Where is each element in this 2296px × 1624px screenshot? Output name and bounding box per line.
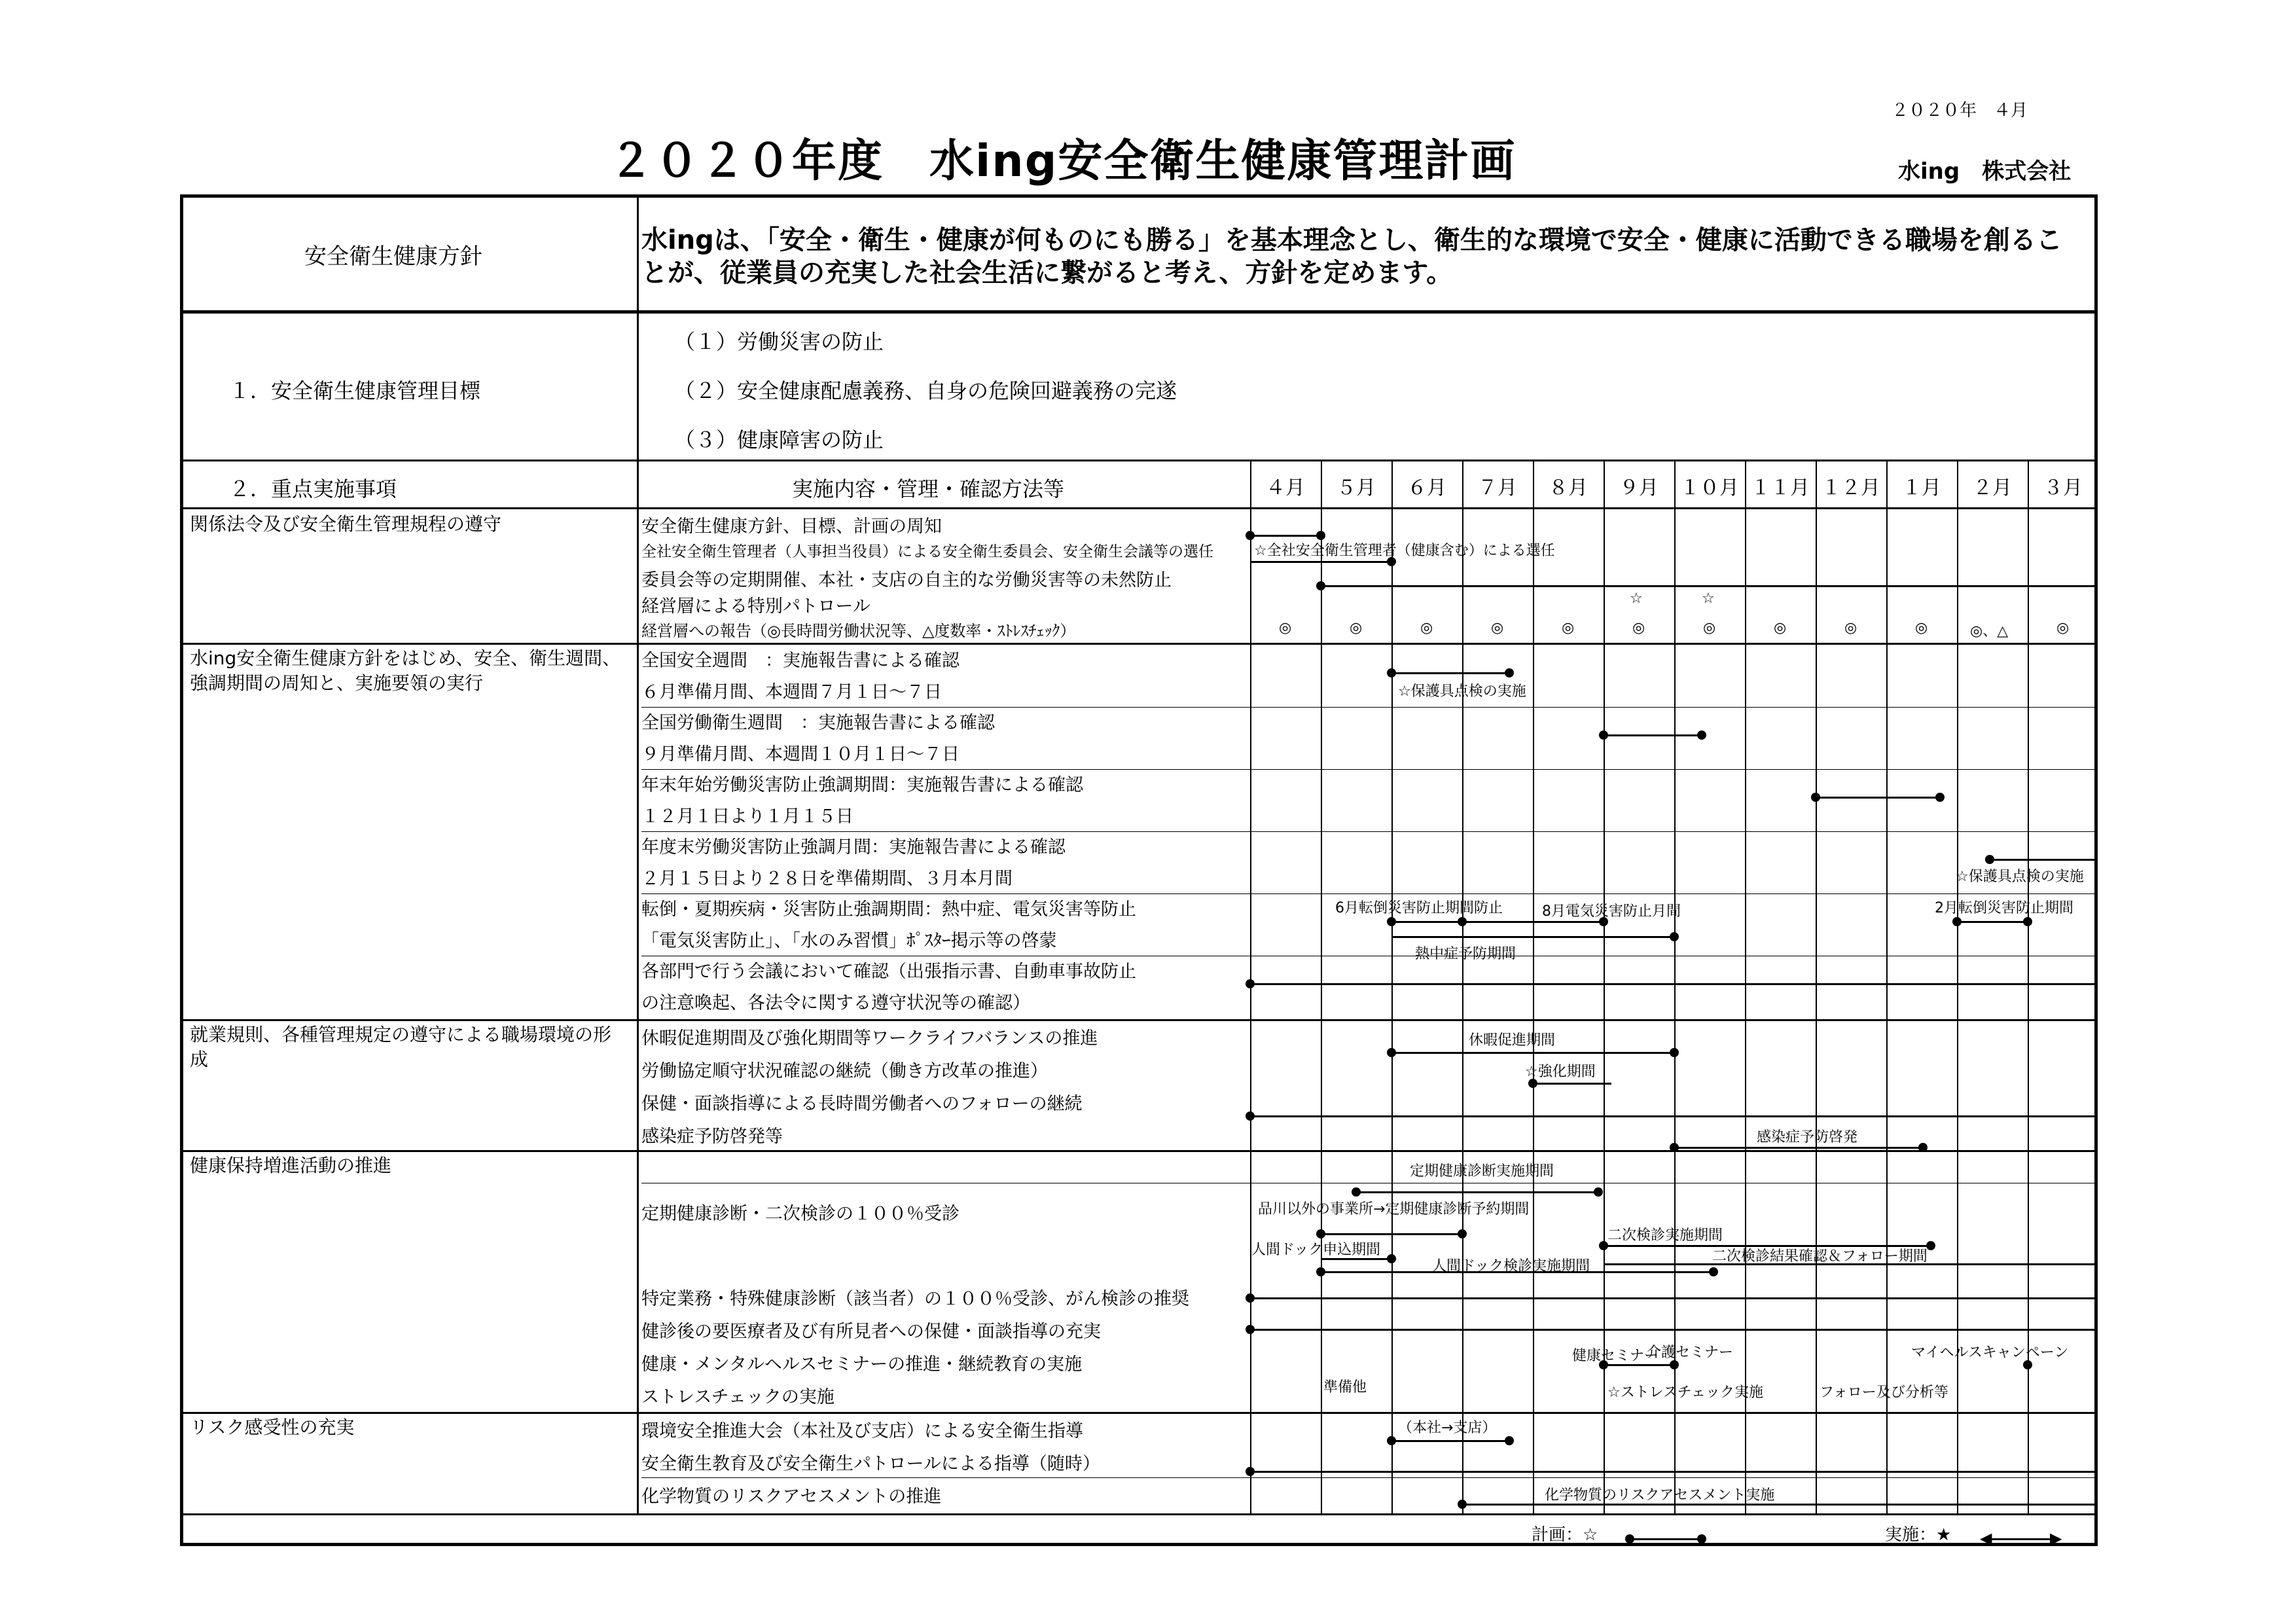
item-text: 安全衛生健康方針、目標、計画の周知: [641, 516, 942, 537]
schedule-dot: [1505, 668, 1514, 677]
schedule-annotation: ☆強化期間: [1525, 1064, 1596, 1080]
schedule-dot: [1387, 1048, 1396, 1057]
report-mark: ◎: [1915, 620, 1928, 636]
report-mark: ◎: [2056, 620, 2070, 636]
schedule-dot: [1670, 1360, 1679, 1369]
schedule-dot: [1246, 1325, 1255, 1334]
report-mark: ◎: [1632, 620, 1645, 636]
item-text: 各部門で行う会議において確認（出張指示書、自動車事故防止: [641, 962, 1136, 982]
item-text: 労働協定順守状況確認の継続（働き方改革の推進）: [641, 1061, 1048, 1081]
schedule-dot: [1670, 1048, 1679, 1057]
legend-done-arrow: [1983, 1538, 2055, 1540]
schedule-dot: [1918, 1143, 1928, 1152]
item-text: １２月１日より１月１５日: [641, 806, 853, 827]
schedule-dot: [1670, 932, 1679, 941]
schedule-bar: [1391, 1440, 1509, 1442]
month-header: １２月: [1821, 477, 1880, 499]
category-label: 水ing安全衛生健康方針をはじめ、安全、衛生週間、強調期間の周知と、実施要領の実行: [190, 647, 621, 694]
item-text: 定期健康診断・二次検診の１００％受診: [641, 1204, 960, 1224]
schedule-dot: [1387, 917, 1396, 926]
schedule-annotation: ☆全社安全衛生管理者（健康含む）による選任: [1254, 543, 1555, 559]
schedule-dot: [1594, 1187, 1603, 1197]
column-header-priority: ２．重点実施事項: [229, 477, 397, 501]
item-text: 健診後の要医療者及び有所見者への保健・面談指導の充実: [641, 1322, 1101, 1342]
item-text: 全社安全衛生管理者（人事担当役員）による安全衛生委員会、安全衛生会議等の選任: [641, 543, 1213, 560]
page-title: ２０２０年度 水ing安全衛生健康管理計画: [609, 135, 1516, 187]
item-text: の注意喚起、各法令に関する遵守状況等の確認）: [641, 993, 1030, 1013]
item-text: 委員会等の定期開催、本社・支店の自主的な労働災害等の未然防止: [641, 570, 1172, 590]
schedule-bar: [1250, 983, 2094, 985]
schedule-bar: [1250, 1471, 2094, 1473]
plan-table: [180, 194, 2098, 1546]
item-text: 保健・面談指導による長時間労働者へのフォローの継続: [641, 1094, 1083, 1114]
item-text: 経営層への報告（◎長時間労働状況等、△度数率・ｽﾄﾚｽﾁｪｯｸ）: [641, 622, 1076, 640]
legend-plan-dot: [1625, 1534, 1634, 1543]
schedule-bar: [1250, 561, 1391, 563]
schedule-dot: [1316, 1267, 1325, 1276]
category-label: 就業規則、各種管理規定の遵守による職場環境の形成: [190, 1024, 612, 1070]
month-header: １０月: [1680, 477, 1739, 499]
schedule-dot: [1316, 581, 1325, 590]
schedule-bar: [1321, 1233, 1462, 1235]
arrow-right-icon: ▶: [2050, 1529, 2062, 1547]
schedule-bar: [1674, 1147, 1923, 1149]
report-mark: ◎: [1350, 620, 1363, 636]
item-text: 健康・メンタルヘルスセミナーの推進・継続教育の実施: [641, 1354, 1083, 1375]
company-name: 水ing 株式会社: [1898, 158, 2072, 185]
month-header: １１月: [1751, 477, 1810, 499]
plan-star: ☆: [1702, 590, 1715, 607]
category-label: 関係法令及び安全衛生管理規程の遵守: [190, 513, 502, 535]
schedule-bar: [1990, 859, 2094, 861]
schedule-dot: [1811, 793, 1820, 802]
item-text: 年末年始労働災害防止強調期間：実施報告書による確認: [641, 775, 1083, 795]
item-text: 化学物質のリスクアセスメントの推進: [641, 1487, 942, 1507]
schedule-bar: [1250, 1115, 2094, 1117]
schedule-dot: [1599, 1241, 1608, 1250]
report-mark: ◎: [1491, 620, 1504, 636]
schedule-annotation: ☆ストレスチェック実施: [1607, 1384, 1763, 1401]
schedule-annotation: ☆保護具点検の実施: [1956, 869, 2084, 885]
schedule-annotation: 8月電気災害防止月間: [1542, 903, 1681, 920]
item-text: 特定業務・特殊健康診断（該当者）の１００％受診、がん検診の推奨: [641, 1289, 1189, 1309]
schedule-dot: [1952, 917, 1962, 926]
month-header: ２月: [1973, 477, 2012, 499]
item-text: 転倒・夏期疾病・災害防止強調期間：熱中症、電気災害等防止: [641, 899, 1136, 920]
schedule-bar: [1391, 936, 1674, 938]
column-header-content: 実施内容・管理・確認方法等: [792, 477, 1065, 501]
schedule-annotation: 人間ドック申込期間: [1251, 1242, 1381, 1258]
schedule-bar: [1816, 797, 1940, 799]
month-header: ９月: [1619, 477, 1659, 499]
schedule-annotation: 健康セミナー: [1572, 1348, 1659, 1364]
schedule-annotation: マイヘルスキャンペーン: [1911, 1344, 2069, 1361]
schedule-dot: [1387, 1254, 1396, 1263]
schedule-dot: [1697, 731, 1706, 740]
schedule-annotation: 化学物質のリスクアセスメント実施: [1545, 1487, 1775, 1504]
item-text: ９月準備月間、本週間１０月１日～７日: [641, 744, 960, 765]
schedule-dot: [1352, 1187, 1361, 1197]
schedule-annotation: 休暇促進期間: [1469, 1032, 1556, 1049]
report-mark: ◎: [1844, 620, 1857, 636]
goals-label: １．安全衛生健康管理目標: [229, 378, 481, 403]
schedule-dot: [1246, 1467, 1255, 1476]
schedule-annotation: 熱中症予防期間: [1415, 946, 1516, 962]
report-mark: ◎: [1420, 620, 1433, 636]
schedule-dot: [1246, 979, 1255, 988]
schedule-dot: [1985, 855, 1994, 864]
item-text: 全国労働衛生週間 ：実施報告書による確認: [641, 713, 995, 733]
document-date: ２０２０年 ４月: [1892, 101, 2028, 120]
goal-item: （２）安全健康配慮義務、自身の危険回避義務の完遂: [674, 378, 1177, 403]
legend-done: 実施：★: [1885, 1525, 1952, 1545]
schedule-dot: [1926, 1241, 1935, 1250]
schedule-annotation: 感染症予防啓発: [1757, 1129, 1858, 1146]
schedule-dot: [1246, 531, 1255, 540]
schedule-dot: [1316, 1229, 1325, 1238]
report-mark: ◎、△: [1970, 623, 2009, 640]
legend-plan-bar: [1630, 1538, 1702, 1540]
report-mark: ◎: [1562, 620, 1575, 636]
month-header: ３月: [2043, 477, 2083, 499]
schedule-annotation: フォロー及び分析等: [1820, 1384, 1948, 1401]
schedule-dot: [1505, 1436, 1514, 1445]
legend-plan-dot: [1697, 1534, 1706, 1543]
schedule-dot: [1316, 531, 1325, 540]
schedule-annotation: 品川以外の事業所→定期健康診断予約期間: [1258, 1201, 1530, 1218]
schedule-dot: [1458, 917, 1467, 926]
item-text: 休暇促進期間及び強化期間等ワークライフバランスの推進: [641, 1028, 1098, 1049]
report-mark: ◎: [1774, 620, 1787, 636]
schedule-dot: [2023, 1360, 2032, 1369]
schedule-annotation: 人間ドック検診実施期間: [1432, 1258, 1590, 1274]
schedule-dot: [1246, 1293, 1255, 1303]
category-label: リスク感受性の充実: [190, 1416, 355, 1438]
schedule-annotation: 6月転倒災害防止期間防止: [1335, 900, 1503, 916]
schedule-bar: [1957, 921, 2028, 923]
legend-plan: 計画：☆: [1532, 1525, 1598, 1545]
schedule-bar: [1391, 1052, 1674, 1054]
item-text: ストレスチェックの実施: [641, 1387, 834, 1407]
category-label: 健康保持増進活動の推進: [190, 1155, 392, 1176]
month-header: ５月: [1336, 477, 1376, 499]
schedule-dot: [1670, 1143, 1679, 1152]
item-text: 経営層による特別パトロール: [641, 596, 870, 617]
schedule-dot: [1935, 793, 1945, 802]
item-text: ６月準備月間、本週間７月１日～７日: [641, 682, 942, 702]
month-header: ７月: [1478, 477, 1517, 499]
schedule-annotation: ☆保護具点検の実施: [1398, 683, 1526, 700]
schedule-dot: [1458, 1229, 1467, 1238]
policy-label: 安全衛生健康方針: [304, 244, 482, 270]
report-mark: ◎: [1703, 620, 1716, 636]
schedule-dot: [1387, 1436, 1396, 1445]
schedule-dot: [1458, 1500, 1467, 1509]
schedule-annotation: 2月転倒災害防止期間: [1935, 900, 2073, 916]
item-text: 感染症予防啓発等: [641, 1127, 783, 1147]
schedule-annotation: 介護セミナー: [1647, 1344, 1734, 1361]
schedule-bar: [1356, 1191, 1598, 1193]
item-text: 全国安全週間 ：実施報告書による確認: [641, 651, 960, 671]
goal-item: （１）労働災害の防止: [674, 329, 884, 354]
schedule-annotation: 準備他: [1323, 1379, 1367, 1396]
schedule-bar: [1391, 921, 1604, 923]
month-header: ４月: [1266, 477, 1305, 499]
schedule-dot: [1709, 1267, 1718, 1276]
item-text: 年度末労働災害防止強調月間：実施報告書による確認: [641, 837, 1066, 857]
schedule-bar: [1533, 1083, 1611, 1085]
schedule-bar: [1250, 1329, 2094, 1331]
schedule-bar: [1604, 734, 1702, 736]
schedule-annotation: 二次検診結果確認＆フォロー期間: [1712, 1248, 1928, 1265]
goal-item: （３）健康障害の防止: [674, 427, 884, 452]
month-header: ６月: [1407, 477, 1446, 499]
plan-star: ☆: [1630, 590, 1643, 607]
schedule-dot: [1246, 1111, 1255, 1121]
report-mark: ◎: [1279, 620, 1292, 636]
schedule-annotation: 定期健康診断実施期間: [1410, 1163, 1554, 1180]
schedule-dot: [1599, 731, 1608, 740]
item-text: 「電気災害防止」、「水のみ習慣」ﾎﾟｽﾀｰ掲示等の啓蒙: [641, 931, 1057, 951]
schedule-bar: [1321, 585, 2094, 587]
schedule-bar: [1250, 1297, 2094, 1299]
item-text: 安全衛生教育及び安全衛生パトロールによる指導（随時）: [641, 1454, 1100, 1474]
schedule-dot: [1387, 668, 1396, 677]
schedule-annotation: （本社→支店）: [1398, 1420, 1497, 1436]
policy-text: 水ingは、「安全・衛生・健康が何ものにも勝る」を基本理念とし、衛生的な環境で安全・健康に活動できる職場を創ることが、従業員の充実した社会生活に繋がると考え、方針を定めます。: [641, 225, 2062, 288]
item-text: ２月１５日より２８日を準備期間、３月本月間: [641, 869, 1013, 889]
arrow-left-icon: ◀: [1980, 1529, 1992, 1547]
item-text: 環境安全推進大会（本社及び支店）による安全衛生指導: [641, 1421, 1083, 1441]
schedule-bar: [1250, 535, 1321, 537]
month-header: ８月: [1549, 477, 1588, 499]
schedule-dot: [2023, 917, 2032, 926]
schedule-bar: [1391, 672, 1509, 674]
schedule-annotation: 二次検診実施期間: [1607, 1227, 1723, 1244]
month-header: １月: [1902, 477, 1941, 499]
